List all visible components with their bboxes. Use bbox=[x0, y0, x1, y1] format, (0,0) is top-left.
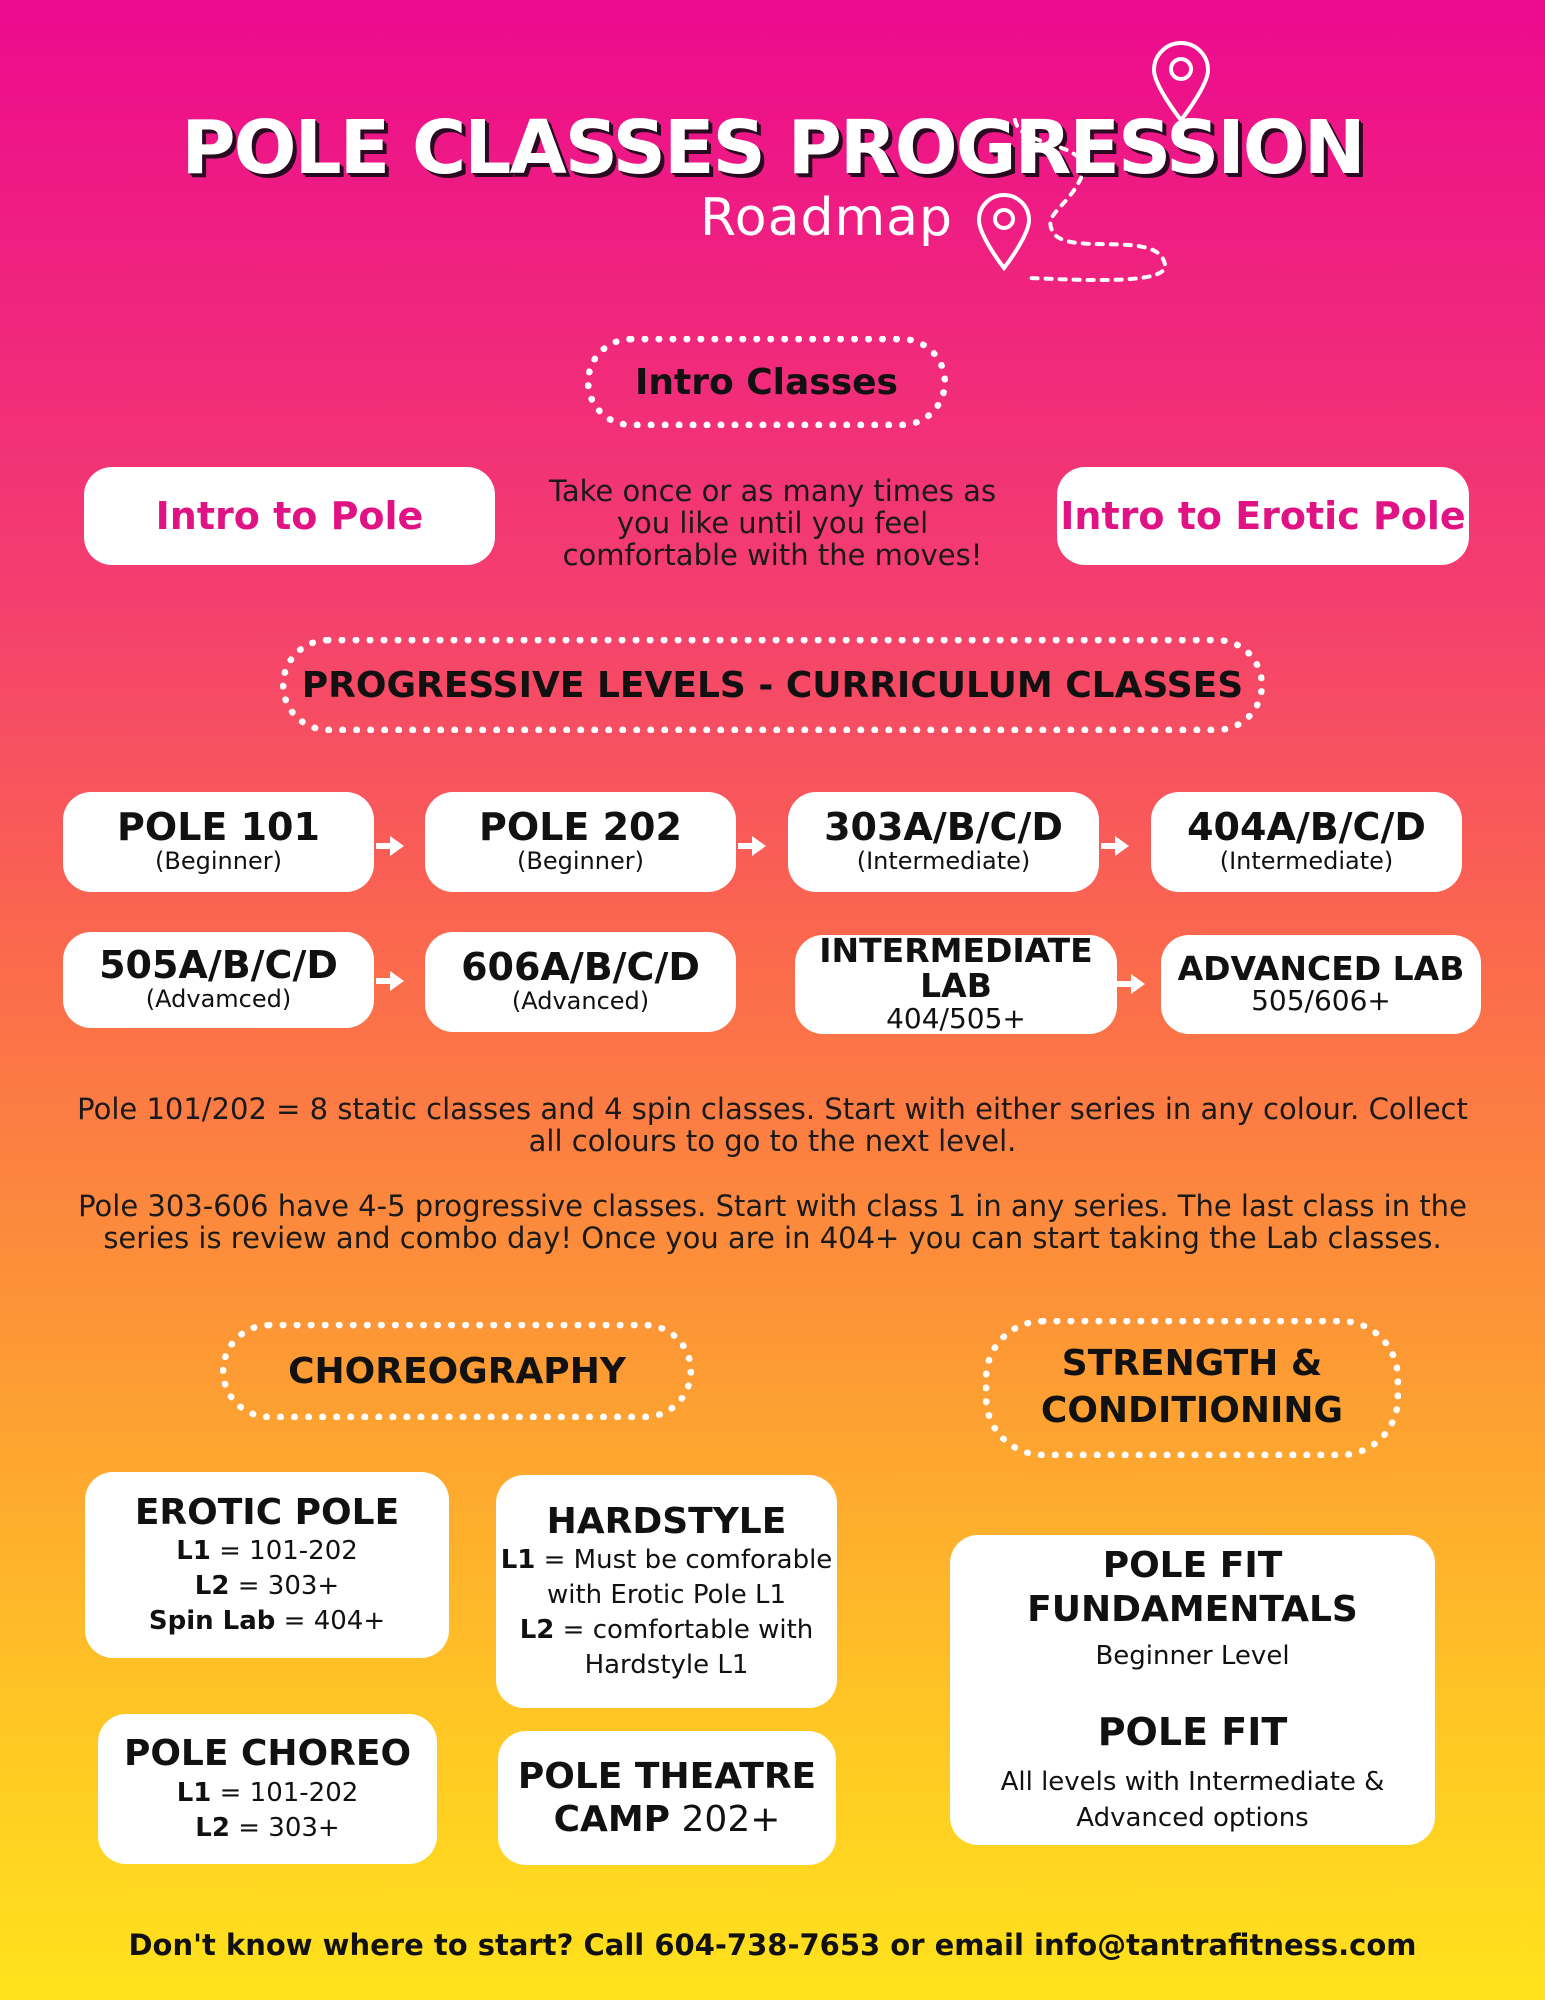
level-title: POLE 101 bbox=[117, 805, 320, 850]
level-line bbox=[520, 1613, 814, 1648]
pole-theatre-camp-card[interactable] bbox=[498, 1731, 836, 1865]
pole-choreo-card[interactable] bbox=[98, 1714, 437, 1864]
intro-note bbox=[520, 476, 1025, 572]
arrow-right-icon bbox=[1117, 970, 1145, 998]
map-pin-icon bbox=[1150, 40, 1212, 124]
level-card-505[interactable] bbox=[63, 932, 374, 1028]
strength-heading-line: STRENGTH & bbox=[1061, 1343, 1323, 1385]
progressive-levels-heading-label: PROGRESSIVE LEVELS - CURRICULUM CLASSES bbox=[301, 664, 1244, 706]
choreography-heading-label: CHOREOGRAPHY bbox=[288, 1350, 626, 1392]
pole-fit-card[interactable] bbox=[950, 1535, 1435, 1845]
level-card-pole-202[interactable] bbox=[425, 792, 736, 892]
level-subtitle: (Intermediate) bbox=[856, 847, 1031, 876]
level-label: L1 bbox=[500, 1544, 536, 1575]
level-subtitle: 505/606+ bbox=[1251, 984, 1391, 1018]
level-title: INTERMEDIATE LAB bbox=[819, 931, 1093, 1006]
arrow-right-icon bbox=[376, 832, 404, 860]
level-line bbox=[149, 1604, 385, 1639]
strength-heading-line: CONDITIONING bbox=[1040, 1390, 1344, 1431]
note-line: series is review and combo day! Once you are in 404+ you can start taking the Lab classes. bbox=[103, 1220, 1442, 1255]
note-line: all colours to go to the next level. bbox=[528, 1123, 1017, 1158]
level-title: ADVANCED LAB bbox=[1177, 948, 1465, 988]
level-title: POLE 202 bbox=[479, 805, 682, 850]
pole-fit-subtitle: All levels with Intermediate & bbox=[1000, 1767, 1385, 1798]
level-value: = Must be comforable bbox=[535, 1544, 833, 1575]
level-value: = 303+ bbox=[229, 1571, 340, 1602]
pole-fit-title: POLE FIT bbox=[1097, 1709, 1288, 1754]
card-title-word: CAMP bbox=[553, 1799, 671, 1840]
level-card-pole-101[interactable] bbox=[63, 792, 374, 892]
level-subtitle: (Beginner) bbox=[517, 847, 644, 876]
curriculum-note-1 bbox=[60, 1094, 1485, 1158]
intro-note-line: Take once or as many times as bbox=[548, 474, 997, 508]
card-title: EROTIC POLE bbox=[134, 1491, 400, 1533]
level-label: L1 bbox=[176, 1777, 212, 1808]
pole-fit-fundamentals-subtitle: Beginner Level bbox=[1095, 1640, 1290, 1671]
level-subtitle: (Beginner) bbox=[155, 847, 282, 876]
card-title: POLE THEATRE bbox=[517, 1755, 817, 1797]
progressive-levels-heading bbox=[280, 637, 1265, 733]
level-card-404[interactable] bbox=[1151, 792, 1462, 892]
level-title: 303A/B/C/D bbox=[824, 805, 1063, 850]
map-pin-icon bbox=[975, 190, 1033, 272]
level-value: 202+ bbox=[670, 1799, 781, 1840]
level-label: L2 bbox=[195, 1812, 230, 1843]
arrow-right-icon bbox=[376, 967, 404, 995]
pole-fit-fundamentals-title: POLE FIT FUNDAMENTALS bbox=[1027, 1545, 1358, 1630]
contact-footer: Don't know where to start? Call 604-738-7653 or email info@tantrafitness.com bbox=[128, 1928, 1417, 1962]
level-value: = 303+ bbox=[229, 1812, 340, 1843]
level-value: = 101-202 bbox=[210, 1535, 358, 1566]
level-subtitle: (Advamced) bbox=[145, 985, 292, 1014]
level-card-606[interactable] bbox=[425, 932, 736, 1032]
intro-classes-heading bbox=[585, 336, 948, 428]
level-line bbox=[501, 1543, 833, 1578]
page-title: POLE CLASSES PROGRESSION bbox=[181, 105, 1364, 191]
level-subtitle: (Advanced) bbox=[511, 987, 650, 1016]
choreography-heading bbox=[220, 1322, 694, 1420]
level-line bbox=[195, 1811, 339, 1846]
level-line bbox=[195, 1569, 339, 1604]
level-line-cont: with Erotic Pole L1 bbox=[546, 1580, 787, 1610]
level-label: Spin Lab bbox=[148, 1606, 276, 1637]
card-title-line bbox=[554, 1798, 781, 1841]
intro-note-line: comfortable with the moves! bbox=[562, 537, 983, 572]
level-value: = 101-202 bbox=[211, 1777, 359, 1808]
level-label: L1 bbox=[176, 1535, 211, 1566]
level-value: = 404+ bbox=[275, 1606, 386, 1637]
note-line: Pole 101/202 = 8 static classes and 4 spin classes. Start with either series in any colour. Collect bbox=[77, 1092, 1468, 1126]
level-title: 606A/B/C/D bbox=[461, 945, 700, 990]
arrow-right-icon bbox=[1101, 832, 1129, 860]
note-line: Pole 303-606 have 4-5 progressive classes. Start with class 1 in any series. The last class in the bbox=[78, 1189, 1467, 1223]
card-title: POLE CHOREO bbox=[123, 1733, 412, 1775]
level-value: = comfortable with bbox=[554, 1615, 814, 1646]
card-title: HARDSTYLE bbox=[546, 1500, 787, 1542]
level-line bbox=[177, 1776, 359, 1811]
intermediate-lab-card[interactable] bbox=[795, 931, 1117, 1035]
intro-to-erotic-pole-card[interactable] bbox=[1057, 467, 1469, 565]
pole-fit-subtitle: Advanced options bbox=[1076, 1802, 1309, 1833]
intro-to-pole-label: Intro to Pole bbox=[155, 494, 424, 538]
level-label: L2 bbox=[519, 1615, 555, 1646]
advanced-lab-card[interactable] bbox=[1161, 935, 1481, 1034]
hardstyle-card[interactable] bbox=[496, 1475, 837, 1708]
arrow-right-icon bbox=[738, 832, 766, 860]
level-label: L2 bbox=[194, 1571, 230, 1602]
level-title: 404A/B/C/D bbox=[1187, 805, 1426, 850]
level-line bbox=[176, 1534, 358, 1569]
level-card-303[interactable] bbox=[788, 792, 1099, 892]
intro-note-line: you like until you feel bbox=[616, 505, 929, 540]
curriculum-note-2 bbox=[60, 1191, 1485, 1255]
strength-conditioning-heading bbox=[983, 1318, 1401, 1458]
level-subtitle: (Intermediate) bbox=[1219, 847, 1394, 876]
page-subtitle: Roadmap bbox=[700, 188, 954, 248]
level-line-cont: Hardstyle L1 bbox=[584, 1650, 749, 1681]
intro-to-erotic-pole-label: Intro to Erotic Pole bbox=[1060, 494, 1466, 538]
intro-to-pole-card[interactable] bbox=[84, 467, 495, 565]
intro-classes-heading-label: Intro Classes bbox=[634, 361, 898, 403]
erotic-pole-card[interactable] bbox=[85, 1472, 449, 1658]
level-subtitle: 404/505+ bbox=[886, 1001, 1026, 1035]
level-title: 505A/B/C/D bbox=[99, 943, 338, 988]
